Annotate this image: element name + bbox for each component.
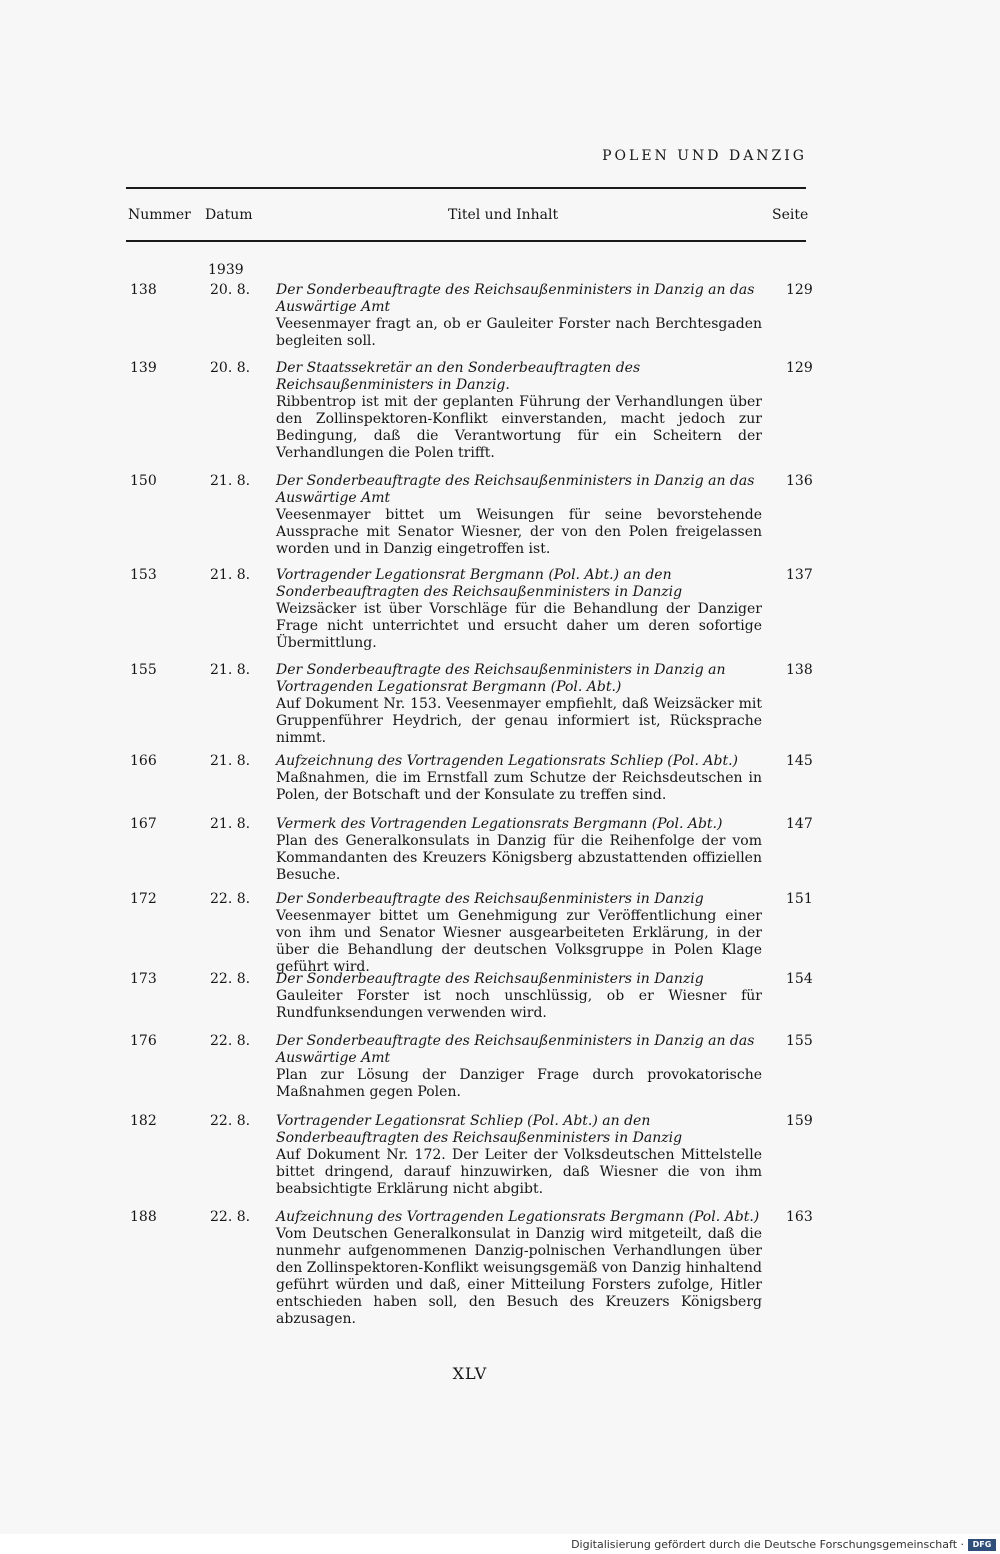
- top-rule: [126, 187, 806, 189]
- entry-title: Vermerk des Vortragenden Legationsrats Bergmann (Pol. Abt.): [276, 816, 723, 832]
- column-header-page: Seite: [772, 207, 809, 223]
- entry-number: 167: [130, 816, 157, 832]
- entry-page: 163: [786, 1209, 813, 1225]
- entry-number: 139: [130, 360, 157, 376]
- entry-body: [276, 1209, 762, 1328]
- entry-page: 136: [786, 473, 813, 489]
- footer-bar: [0, 1534, 1000, 1554]
- entry-body: [276, 753, 762, 804]
- entry-body: [276, 971, 762, 1022]
- entry-title: Vortragender Legationsrat Bergmann (Pol. Abt.) an den Sonderbeauftragten des Reichsaußenministers in Danzig: [276, 567, 683, 600]
- entry-number: 172: [130, 891, 157, 907]
- entry-date: 21. 8.: [210, 473, 251, 489]
- entry-summary: Veesenmayer fragt an, ob er Gauleiter Forster nach Berchtesgaden begleiten soll.: [276, 316, 762, 349]
- entry-summary: Plan des Generalkonsulats in Danzig für die Reihenfolge der vom Kommandanten des Kreuzers Königsberg abzustattenden offiziellen Besuche.: [276, 833, 762, 883]
- entry-number: 176: [130, 1033, 157, 1049]
- entry-page: 154: [786, 971, 813, 987]
- entry-date: 22. 8.: [210, 1209, 251, 1225]
- entry-page: 155: [786, 1033, 813, 1049]
- entry-body: [276, 360, 762, 462]
- entry-summary: Plan zur Lösung der Danziger Frage durch provokatorische Maßnahmen gegen Polen.: [276, 1067, 762, 1100]
- entry-title: Der Sonderbeauftragte des Reichsaußenministers in Danzig an das Auswärtige Amt: [276, 1033, 755, 1066]
- entry-number: 150: [130, 473, 157, 489]
- entry-title: Der Sonderbeauftragte des Reichsaußenministers in Danzig an das Auswärtige Amt: [276, 282, 755, 315]
- entry-date: 22. 8.: [210, 891, 251, 907]
- entry-body: [276, 1113, 762, 1198]
- entry-body: [276, 282, 762, 350]
- entry-title: Der Sonderbeauftragte des Reichsaußenministers in Danzig an Vortragenden Legationsrat Bergmann (Pol. Abt.): [276, 662, 726, 695]
- entry-summary: Gauleiter Forster ist noch unschlüssig, ob er Wiesner für Rundfunksendungen verwenden wird.: [276, 988, 762, 1021]
- entry-body: [276, 473, 762, 558]
- page-folio: XLV: [452, 1364, 488, 1383]
- entry-page: 138: [786, 662, 813, 678]
- entry-date: 21. 8.: [210, 567, 251, 583]
- column-header-date: Datum: [205, 207, 253, 223]
- entry-number: 166: [130, 753, 157, 769]
- entry-summary: Ribbentrop ist mit der geplanten Führung der Verhandlungen über den Zollinspektoren-Konflikt einverstanden, macht jedoch zur Bedingung, daß die Verantwortung für ein Scheitern der Verhandlungen die Polen trifft.: [276, 394, 762, 461]
- entry-body: [276, 891, 762, 976]
- entry-body: [276, 1033, 762, 1101]
- entry-number: 188: [130, 1209, 157, 1225]
- entry-title: Der Sonderbeauftragte des Reichsaußenministers in Danzig: [276, 971, 704, 987]
- column-header-number: Nummer: [128, 207, 191, 223]
- column-header-title: Titel und Inhalt: [448, 207, 559, 223]
- entry-page: 151: [786, 891, 813, 907]
- entry-body: [276, 816, 762, 884]
- dfg-logo-icon: DFG: [968, 1539, 996, 1551]
- entry-summary: Veesenmayer bittet um Genehmigung zur Veröffentlichung einer von ihm und Senator Wiesner ausgearbeiteten Erklärung, in der über die Behandlung der deutschen Volksgruppe in Polen Klage geführt wird.: [276, 908, 762, 975]
- year-heading: 1939: [208, 262, 244, 278]
- entry-number: 155: [130, 662, 157, 678]
- entry-page: 129: [786, 282, 813, 298]
- entry-title: Der Sonderbeauftragte des Reichsaußenministers in Danzig: [276, 891, 704, 907]
- entry-number: 138: [130, 282, 157, 298]
- entry-date: 22. 8.: [210, 971, 251, 987]
- header-rule: [126, 240, 806, 242]
- entry-page: 137: [786, 567, 813, 583]
- footer-text: Digitalisierung gefördert durch die Deutsche Forschungsgemeinschaft ·: [571, 1538, 964, 1551]
- entry-page: 129: [786, 360, 813, 376]
- entry-summary: Vom Deutschen Generalkonsulat in Danzig wird mitgeteilt, daß die nunmehr aufgenommenen Danzig-polnischen Verhandlungen über den Zollinspektoren-Konflikt weisungsgemäß von Danzig hinhaltend geführt würden und daß, einer Mitteilung Forsters zufolge, Hitler entschieden haben soll, den Besuch des Kreuzers Königsberg abzusagen.: [276, 1226, 762, 1327]
- entry-body: [276, 567, 762, 652]
- entry-title: Aufzeichnung des Vortragenden Legationsrats Schliep (Pol. Abt.): [276, 753, 738, 769]
- entry-title: Der Staatssekretär an den Sonderbeauftragten des Reichsaußenministers in Danzig.: [276, 360, 641, 393]
- entry-date: 22. 8.: [210, 1033, 251, 1049]
- entry-page: 145: [786, 753, 813, 769]
- entry-summary: Veesenmayer bittet um Weisungen für seine bevorstehende Aussprache mit Senator Wiesner, der von den Polen freigelassen worden und in Danzig eingetroffen ist.: [276, 507, 762, 557]
- entry-date: 20. 8.: [210, 360, 251, 376]
- entry-body: [276, 662, 762, 747]
- running-head: POLEN UND DANZIG: [602, 148, 807, 164]
- entry-date: 20. 8.: [210, 282, 251, 298]
- entry-page: 147: [786, 816, 813, 832]
- entry-date: 21. 8.: [210, 662, 251, 678]
- entry-summary: Auf Dokument Nr. 172. Der Leiter der Volksdeutschen Mittelstelle bittet dringend, darauf hinzuwirken, daß Wiesner die von ihm beabsichtigte Erklärung nicht abgibt.: [276, 1147, 762, 1197]
- entry-page: 159: [786, 1113, 813, 1129]
- entry-number: 173: [130, 971, 157, 987]
- entry-date: 22. 8.: [210, 1113, 251, 1129]
- entry-summary: Maßnahmen, die im Ernstfall zum Schutze der Reichsdeutschen in Polen, der Botschaft und der Konsulate zu treffen sind.: [276, 770, 762, 803]
- entry-number: 182: [130, 1113, 157, 1129]
- entry-date: 21. 8.: [210, 753, 251, 769]
- entry-summary: Weizsäcker ist über Vorschläge für die Behandlung der Danziger Frage nicht unterrichtet und ersucht daher um deren sofortige Übermittlung.: [276, 601, 762, 651]
- entry-title: Aufzeichnung des Vortragenden Legationsrats Bergmann (Pol. Abt.): [276, 1209, 760, 1225]
- entry-title: Der Sonderbeauftragte des Reichsaußenministers in Danzig an das Auswärtige Amt: [276, 473, 755, 506]
- entry-date: 21. 8.: [210, 816, 251, 832]
- entry-title: Vortragender Legationsrat Schliep (Pol. Abt.) an den Sonderbeauftragten des Reichsaußenministers in Danzig: [276, 1113, 683, 1146]
- entry-number: 153: [130, 567, 157, 583]
- entry-summary: Auf Dokument Nr. 153. Veesenmayer empfiehlt, daß Weizsäcker mit Gruppenführer Heydrich, der genau informiert ist, Rücksprache nimmt.: [276, 696, 762, 746]
